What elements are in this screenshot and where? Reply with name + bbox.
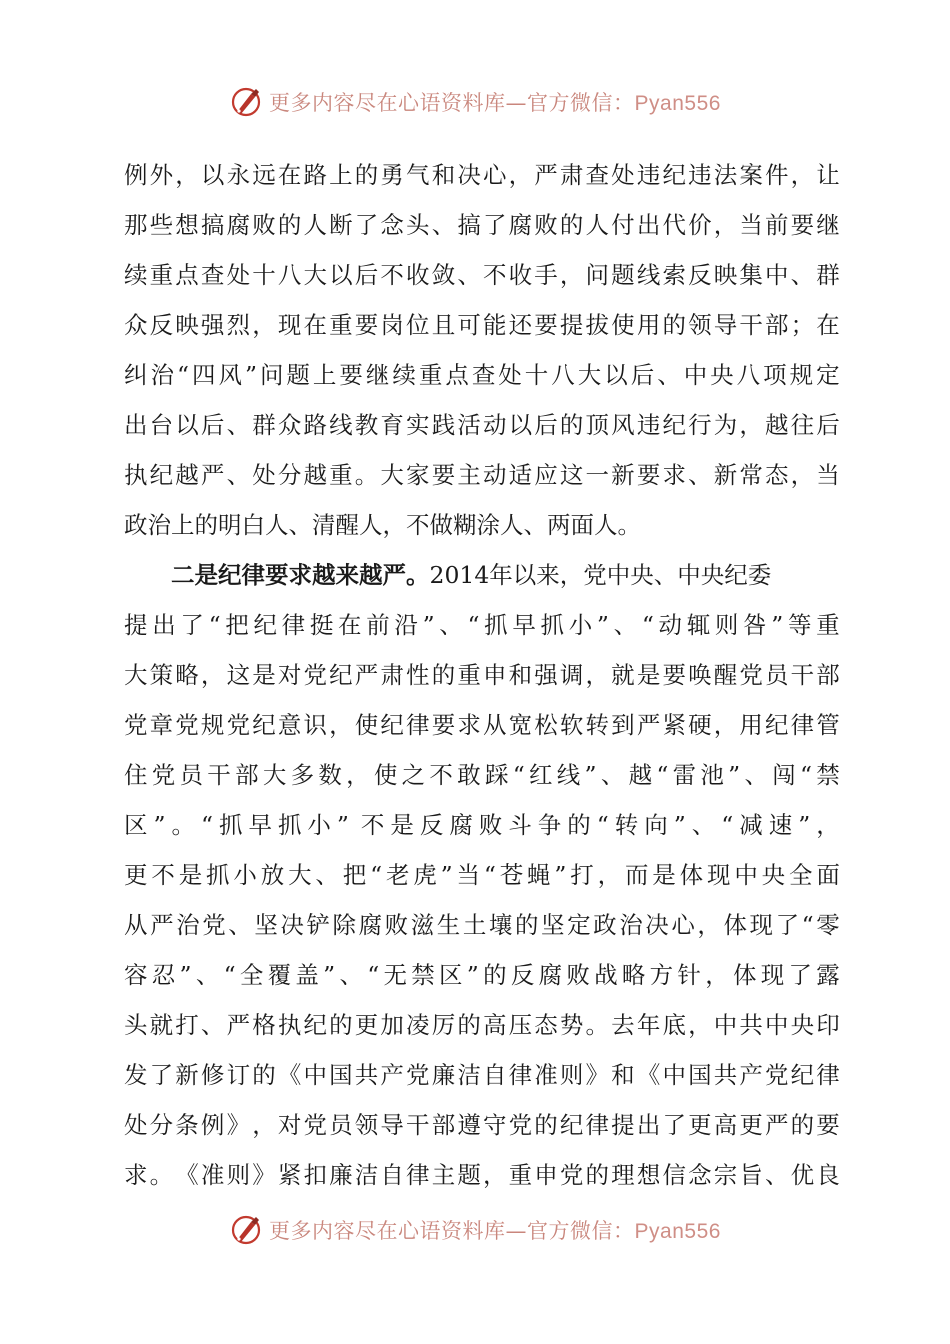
paragraph-line: 执 纪 越 严 、 处 分 越 重 。 大 家 要 主 动 适 应 这 一 新 要 求 、 新 常 态 ， 当	[124, 461, 840, 489]
paragraph-line: 例 外 ， 以 永 远 在 路 上 的 勇 气 和 决 心 ， 严 肃 查 处 违 纪 违 法 案 件 ， 让	[124, 161, 840, 189]
paragraph-line: 众 反 映 强 烈 ， 现 在 重 要 岗 位 且 可 能 还 要 提 拔 使 用 的 领 导 干 部 ； 在	[124, 311, 840, 339]
paragraph-line: 住 党 员 干 部 大 多 数 ， 使 之 不 敢 踩 “ 红 线 ” 、 越 “ 雷 池 ” 、 闯 “ 禁	[124, 761, 840, 789]
paragraph-2	[124, 550, 840, 1200]
pen-logo-icon	[229, 1213, 263, 1247]
watermark-footer	[0, 1210, 950, 1250]
paragraph-line: 更 不 是 抓 小 放 大 、 把 “ 老 虎 ” 当 “ 苍 蝇 ” 打 ， 而 是 体 现 中 央 全 面	[124, 861, 840, 889]
paragraph-1	[124, 150, 840, 550]
section-heading: 二是纪律要求越来越严。	[171, 561, 430, 589]
paragraph-line: 纠 治 “ 四 风 ” 问 题 上 要 继 续 重 点 查 处 十 八 大 以 后 、 中 央 八 项 规 定	[124, 361, 840, 389]
paragraph-line: 那 些 想 搞 腐 败 的 人 断 了 念 头 、 搞 了 腐 败 的 人 付 出 代 价 ， 当 前 要 继	[124, 211, 840, 239]
paragraph-line: 出 台 以 后 、 群 众 路 线 教 育 实 践 活 动 以 后 的 顶 风 违 纪 行 为 ， 越 往 后	[124, 411, 840, 439]
paragraph-line: 处 分 条 例 》 ， 对 党 员 领 导 干 部 遵 守 党 的 纪 律 提 出 了 更 高 更 严 的 要	[124, 1111, 840, 1139]
paragraph-line: 发 了 新 修 订 的 《 中 国 共 产 党 廉 洁 自 律 准 则 》 和 《 中 国 共 产 党 纪 律	[124, 1061, 840, 1089]
paragraph-line: 续 重 点 查 处 十 八 大 以 后 不 收 敛 、 不 收 手 ， 问 题 线 索 反 映 集 中 、 群	[124, 261, 840, 289]
paragraph-line: 区 ” 。 “ 抓 早 抓 小 ” 不 是 反 腐 败 斗 争 的 “ 转 向 ” 、 “ 减 速 ” ，	[124, 811, 840, 839]
paragraph-line: 二是纪律要求越来越严。2014年以来，党中央、中央纪委	[171, 561, 772, 589]
watermark-header	[0, 82, 950, 122]
paragraph-line: 从 严 治 党 、 坚 决 铲 除 腐 败 滋 生 土 壤 的 坚 定 政 治 决 心 ， 体 现 了 “ 零	[124, 911, 840, 939]
paragraph-line: 大 策 略 ， 这 是 对 党 纪 严 肃 性 的 重 申 和 强 调 ， 就 是 要 唤 醒 党 员 干 部	[124, 661, 840, 689]
paragraph-line: 求 。 《 准 则 》 紧 扣 廉 洁 自 律 主 题 ， 重 申 党 的 理 想 信 念 宗 旨 、 优 良	[124, 1161, 840, 1189]
pen-logo-icon	[229, 85, 263, 119]
paragraph-line: 政治上的明白人、清醒人，不做糊涂人、两面人。	[124, 511, 641, 539]
paragraph-line: 头 就 打 、 严 格 执 纪 的 更 加 凌 厉 的 高 压 态 势 。 去 年 底 ， 中 共 中 央 印	[124, 1011, 840, 1039]
paragraph-line: 党 章 党 规 党 纪 意 识 ， 使 纪 律 要 求 从 宽 松 软 转 到 严 紧 硬 ， 用 纪 律 管	[124, 711, 840, 739]
document-body	[124, 150, 840, 1200]
watermark-text: 更多内容尽在心语资料库—官方微信：Pyan556	[269, 1219, 721, 1243]
watermark-text: 更多内容尽在心语资料库—官方微信：Pyan556	[269, 91, 721, 115]
paragraph-line: 提 出 了 “ 把 纪 律 挺 在 前 沿 ” 、 “ 抓 早 抓 小 ” 、 “ 动 辄 则 咎 ” 等 重	[124, 611, 840, 639]
paragraph-line: 容 忍 ” 、 “ 全 覆 盖 ” 、 “ 无 禁 区 ” 的 反 腐 败 战 略 方 针 ， 体 现 了 露	[124, 961, 840, 989]
